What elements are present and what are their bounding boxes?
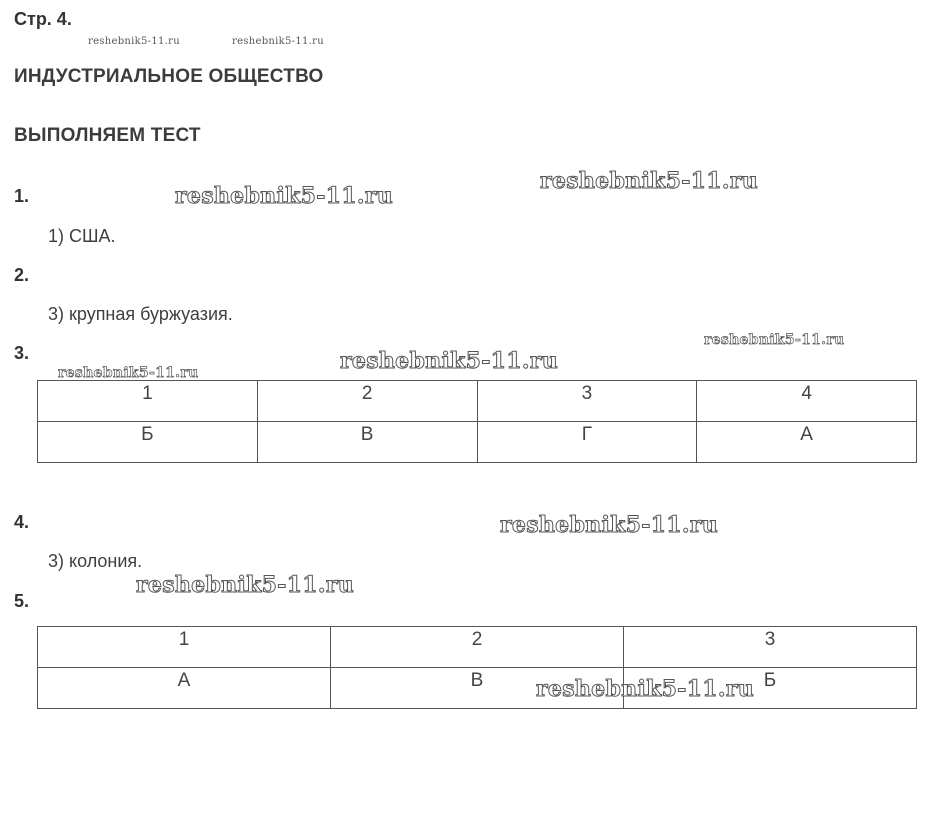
watermark: reshebnik5-11.ru — [536, 676, 755, 702]
watermark: reshebnik5-11.ru — [175, 183, 394, 209]
question-3-table — [37, 380, 917, 463]
table-cell: 1 — [38, 627, 331, 668]
section-subtitle: ВЫПОЛНЯЕМ ТЕСТ — [14, 125, 201, 146]
table-cell: 2 — [257, 381, 477, 422]
question-2-answer: 3) крупная буржуазия. — [48, 304, 233, 324]
table-cell: 3 — [477, 381, 697, 422]
question-4-number: 4. — [14, 512, 30, 532]
table-cell: 3 — [624, 627, 917, 668]
table-cell: В — [257, 422, 477, 463]
watermark: reshebnik5-11.ru — [340, 348, 559, 374]
page-title: ИНДУСТРИАЛЬНОЕ ОБЩЕСТВО — [14, 66, 324, 87]
table-header-row — [38, 627, 917, 668]
watermark: reshebnik5-11.ru — [704, 332, 845, 348]
table-cell: Г — [477, 422, 697, 463]
table-row — [38, 668, 917, 709]
table-cell: Б — [38, 422, 258, 463]
table-cell: 2 — [331, 627, 624, 668]
table-cell: Б — [624, 668, 917, 709]
table-cell: А — [697, 422, 917, 463]
watermark: reshebnik5-11.ru — [232, 36, 324, 47]
watermark: reshebnik5-11.ru — [500, 512, 719, 538]
table-cell: 1 — [38, 381, 258, 422]
question-4-answer: 3) колония. — [48, 551, 143, 571]
table-cell: 4 — [697, 381, 917, 422]
watermark: reshebnik5-11.ru — [540, 168, 759, 194]
watermark: reshebnik5-11.ru — [58, 365, 199, 381]
question-3-number: 3. — [14, 343, 30, 363]
question-5-number: 5. — [14, 591, 30, 611]
table-header-row — [38, 381, 917, 422]
question-1-answer: 1) США. — [48, 226, 116, 246]
table-cell: А — [38, 668, 331, 709]
watermark: reshebnik5-11.ru — [136, 572, 355, 598]
watermark: reshebnik5-11.ru — [88, 36, 180, 47]
table-row — [38, 422, 917, 463]
question-2-number: 2. — [14, 265, 30, 285]
question-1-number: 1. — [14, 186, 30, 206]
table-cell: В — [331, 668, 624, 709]
page-label: Стр. 4. — [14, 9, 72, 29]
question-5-table — [37, 626, 917, 709]
